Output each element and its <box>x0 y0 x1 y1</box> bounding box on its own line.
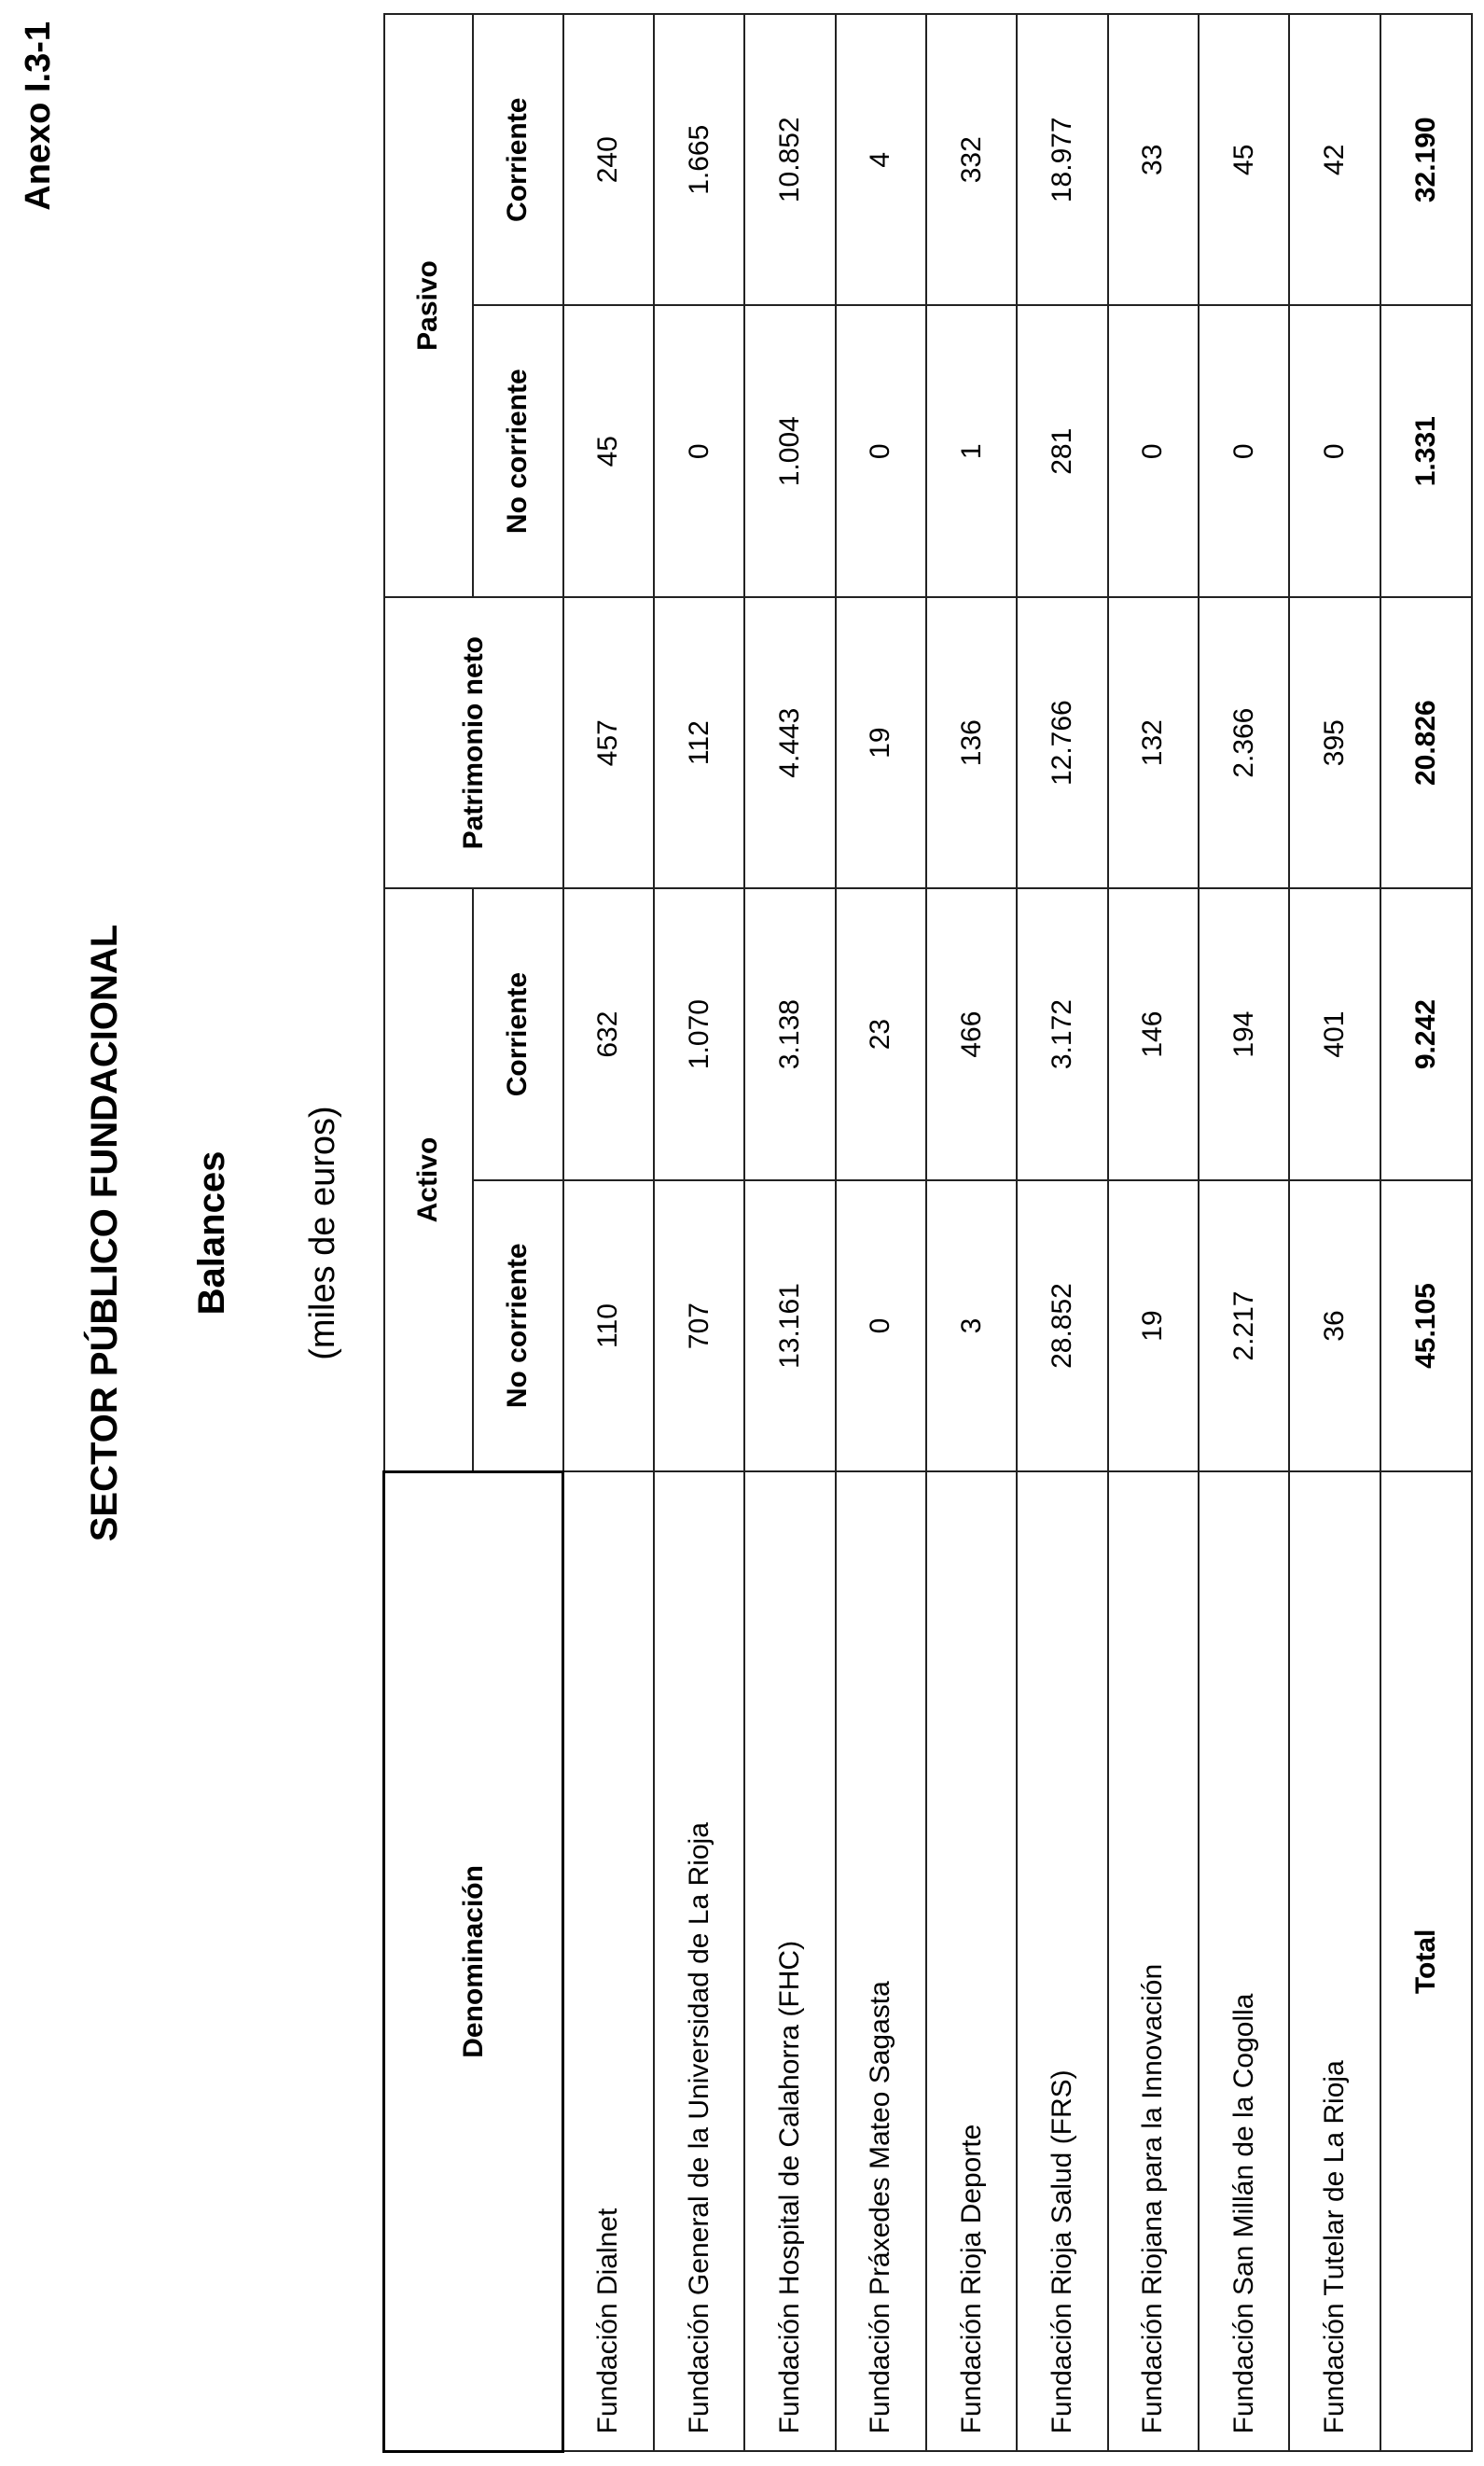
cell-pasivo-corriente: 45 <box>1199 14 1289 306</box>
table-row <box>1199 14 1289 2452</box>
cell-pasivo-no-corriente: 281 <box>1017 306 1107 597</box>
cell-patrimonio-neto: 132 <box>1108 597 1199 888</box>
cell-activo-no-corriente: 707 <box>654 1180 744 1471</box>
cell-pasivo-no-corriente: 0 <box>1108 306 1199 597</box>
cell-pasivo-corriente: 18.977 <box>1017 14 1107 306</box>
header-pasivo-corriente: Corriente <box>473 14 563 306</box>
units-note: (miles de euros) <box>303 1106 342 1360</box>
cell-denominacion: Total <box>1380 1471 1472 2451</box>
table-row <box>744 14 835 2452</box>
cell-activo-corriente: 466 <box>926 888 1017 1179</box>
cell-activo-no-corriente: 45.105 <box>1380 1180 1472 1471</box>
table-row <box>836 14 926 2452</box>
cell-patrimonio-neto: 4.443 <box>744 597 835 888</box>
header-activo-corriente: Corriente <box>473 888 563 1179</box>
cell-patrimonio-neto: 19 <box>836 597 926 888</box>
balances-table <box>382 13 1473 2453</box>
cell-patrimonio-neto: 112 <box>654 597 744 888</box>
table-row <box>1108 14 1199 2452</box>
cell-activo-corriente: 194 <box>1199 888 1289 1179</box>
cell-activo-no-corriente: 19 <box>1108 1180 1199 1471</box>
table-row <box>1017 14 1107 2452</box>
table-row <box>563 14 654 2452</box>
cell-pasivo-corriente: 4 <box>836 14 926 306</box>
cell-pasivo-corriente: 42 <box>1289 14 1380 306</box>
cell-activo-corriente: 9.242 <box>1380 888 1472 1179</box>
cell-activo-corriente: 1.070 <box>654 888 744 1179</box>
cell-activo-corriente: 23 <box>836 888 926 1179</box>
cell-activo-corriente: 401 <box>1289 888 1380 1179</box>
cell-denominacion: Fundación Rioja Deporte <box>926 1471 1017 2451</box>
cell-pasivo-corriente: 1.665 <box>654 14 744 306</box>
cell-denominacion: Fundación General de la Universidad de La Rioja <box>654 1471 744 2451</box>
cell-pasivo-corriente: 10.852 <box>744 14 835 306</box>
cell-patrimonio-neto: 395 <box>1289 597 1380 888</box>
cell-patrimonio-neto: 457 <box>563 597 654 888</box>
cell-pasivo-no-corriente: 1.331 <box>1380 306 1472 597</box>
cell-activo-corriente: 632 <box>563 888 654 1179</box>
table-row <box>654 14 744 2452</box>
cell-pasivo-no-corriente: 1.004 <box>744 306 835 597</box>
document-title: SECTOR PÚBLICO FUNDACIONAL <box>84 924 125 1542</box>
cell-pasivo-no-corriente: 0 <box>1289 306 1380 597</box>
cell-pasivo-no-corriente: 1 <box>926 306 1017 597</box>
annex-label: Anexo I.3-1 <box>19 21 58 211</box>
total-row <box>1380 14 1472 2452</box>
cell-activo-no-corriente: 3 <box>926 1180 1017 1471</box>
cell-activo-corriente: 146 <box>1108 888 1199 1179</box>
cell-pasivo-corriente: 32.190 <box>1380 14 1472 306</box>
cell-pasivo-no-corriente: 0 <box>654 306 744 597</box>
header-patrimonio-neto: Patrimonio neto <box>384 597 563 888</box>
cell-patrimonio-neto: 20.826 <box>1380 597 1472 888</box>
document-subtitle: Balances <box>191 1150 232 1316</box>
cell-pasivo-corriente: 240 <box>563 14 654 306</box>
cell-activo-no-corriente: 110 <box>563 1180 654 1471</box>
cell-patrimonio-neto: 12.766 <box>1017 597 1107 888</box>
cell-denominacion: Fundación Rioja Salud (FRS) <box>1017 1471 1107 2451</box>
cell-activo-no-corriente: 36 <box>1289 1180 1380 1471</box>
cell-pasivo-no-corriente: 45 <box>563 306 654 597</box>
cell-denominacion: Fundación Dialnet <box>563 1471 654 2451</box>
cell-denominacion: Fundación Riojana para la Innovación <box>1108 1471 1199 2451</box>
cell-activo-no-corriente: 0 <box>836 1180 926 1471</box>
cell-activo-no-corriente: 13.161 <box>744 1180 835 1471</box>
cell-denominacion: Fundación San Millán de la Cogolla <box>1199 1471 1289 2451</box>
cell-denominacion: Fundación Tutelar de La Rioja <box>1289 1471 1380 2451</box>
cell-activo-corriente: 3.138 <box>744 888 835 1179</box>
cell-activo-corriente: 3.172 <box>1017 888 1107 1179</box>
header-pasivo: Pasivo <box>384 14 473 597</box>
header-pasivo-no-corriente: No corriente <box>473 306 563 597</box>
header-activo-no-corriente: No corriente <box>473 1180 563 1471</box>
table-row <box>926 14 1017 2452</box>
header-activo: Activo <box>384 888 473 1471</box>
cell-activo-no-corriente: 2.217 <box>1199 1180 1289 1471</box>
cell-activo-no-corriente: 28.852 <box>1017 1180 1107 1471</box>
cell-patrimonio-neto: 136 <box>926 597 1017 888</box>
header-denominacion: Denominación <box>384 1471 563 2451</box>
cell-pasivo-no-corriente: 0 <box>836 306 926 597</box>
cell-denominacion: Fundación Hospital de Calahorra (FHC) <box>744 1471 835 2451</box>
cell-pasivo-corriente: 332 <box>926 14 1017 306</box>
cell-patrimonio-neto: 2.366 <box>1199 597 1289 888</box>
cell-pasivo-no-corriente: 0 <box>1199 306 1289 597</box>
table-row <box>1289 14 1380 2452</box>
cell-pasivo-corriente: 33 <box>1108 14 1199 306</box>
cell-denominacion: Fundación Práxedes Mateo Sagasta <box>836 1471 926 2451</box>
